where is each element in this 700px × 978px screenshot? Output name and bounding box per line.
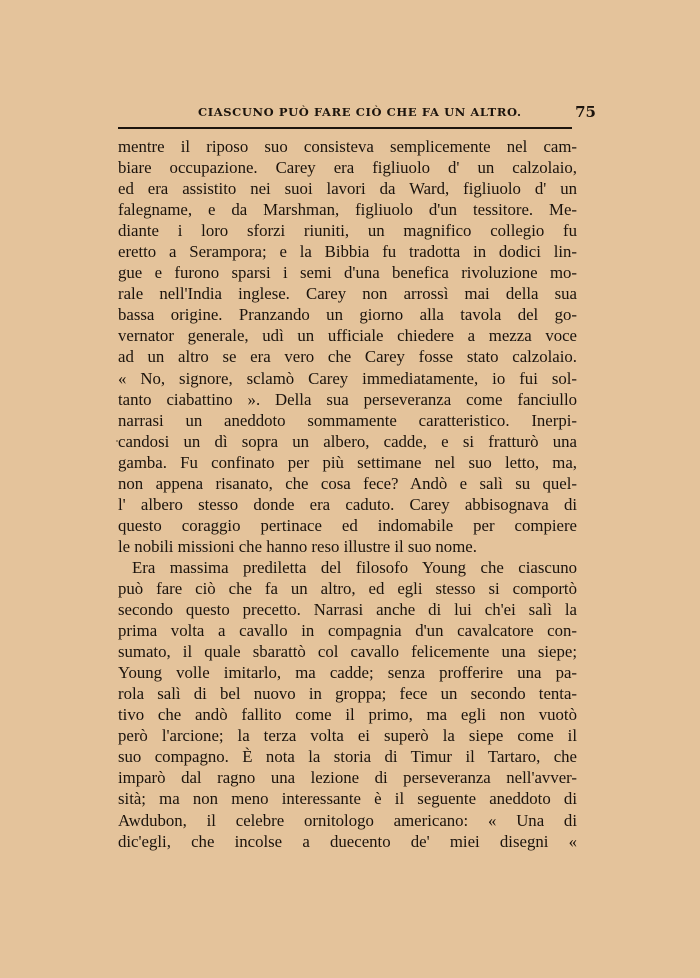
running-title: CIASCUNO PUÒ FARE CIÒ CHE FA UN ALTRO.	[198, 105, 522, 119]
text-line: secondo questo precetto. Narrasi anche di lui ch'ei salì la	[118, 600, 577, 620]
text-line: diante i loro sforzi riuniti, un magnifico collegio fu	[118, 221, 577, 241]
text-line: candosi un dì sopra un albero, cadde, e si fratturò una	[118, 431, 577, 451]
text-line: prima volta a cavallo in compagnia d'un cavalcatore con-	[118, 621, 577, 641]
text-line: questo coraggio pertinace ed indomabile per compiere	[118, 515, 577, 535]
text-line: eretto a Serampora; e la Bibbia fu tradotta in dodici lin-	[118, 242, 577, 262]
text-line: vernator generale, udì un ufficiale chiedere a mezza voce	[118, 326, 577, 346]
text-line: suo compagno. È nota la storia di Timur il Tartaro, che	[118, 747, 577, 767]
paragraph-end-line: le nobili missioni che hanno reso illustre il suo nome.	[118, 536, 477, 556]
paragraph-start-line: Era massima prediletta del filosofo Young che ciascuno	[132, 557, 577, 577]
text-line: falegname, e da Marshman, figliuolo d'un tessitore. Me-	[118, 200, 577, 220]
text-line: Awdubon, il celebre ornitologo americano: « Una di	[118, 810, 577, 830]
text-line: « No, signore, sclamò Carey immediatamente, io fui sol-	[118, 368, 577, 388]
running-head	[118, 103, 598, 123]
text-line: rale nell'India inglese. Carey non arrossì mai della sua	[118, 284, 577, 304]
text-line: gue e furono sparsi i semi d'una benefica rivoluzione mo-	[118, 263, 577, 283]
text-line: ed era assistito nei suoi lavori da Ward, figliuolo d' un	[118, 179, 577, 199]
text-line: sumato, il quale sbarattò col cavallo felicemente una siepe;	[118, 642, 577, 662]
text-line: bassa origine. Pranzando un giorno alla tavola del go-	[118, 305, 577, 325]
text-line: tanto ciabattino ». Della sua perseveranza come fanciullo	[118, 389, 577, 409]
text-line: narrasi un aneddoto sommamente caratteristico. Inerpi-	[118, 410, 577, 430]
header-rule	[118, 127, 572, 129]
text-line: l' albero stesso donde era caduto. Carey abbisognava di	[118, 494, 577, 514]
text-line: imparò dal ragno una lezione di perseveranza nell'avver-	[118, 768, 577, 788]
page-number: 75	[575, 103, 596, 121]
text-line: non appena risanato, che cosa fece? Andò e salì su quel-	[118, 473, 577, 493]
text-line: tivo che andò fallito come il primo, ma egli non vuotò	[118, 705, 577, 725]
text-line: può fare ciò che fa un altro, ed egli stesso si comportò	[118, 578, 577, 598]
text-line: ad un altro se era vero che Carey fosse stato calzolaio.	[118, 347, 577, 367]
text-line: però l'arcione; la terza volta ei superò la siepe come il	[118, 726, 577, 746]
text-line: dic'egli, che incolse a duecento de' miei disegni «	[118, 831, 577, 851]
body-text	[118, 136, 577, 852]
paper-speck	[116, 440, 118, 442]
text-line: mentre il riposo suo consisteva semplicemente nel cam-	[118, 137, 577, 156]
text-line: Young volle imitarlo, ma cadde; senza profferire una pa-	[118, 663, 577, 683]
text-line: rola salì di bel nuovo in groppa; fece un secondo tenta-	[118, 684, 577, 704]
text-line: gamba. Fu confinato per più settimane nel suo letto, ma,	[118, 452, 577, 472]
text-line: sità; ma non meno interessante è il seguente aneddoto di	[118, 789, 577, 809]
text-line: biare occupazione. Carey era figliuolo d' un calzolaio,	[118, 158, 577, 178]
